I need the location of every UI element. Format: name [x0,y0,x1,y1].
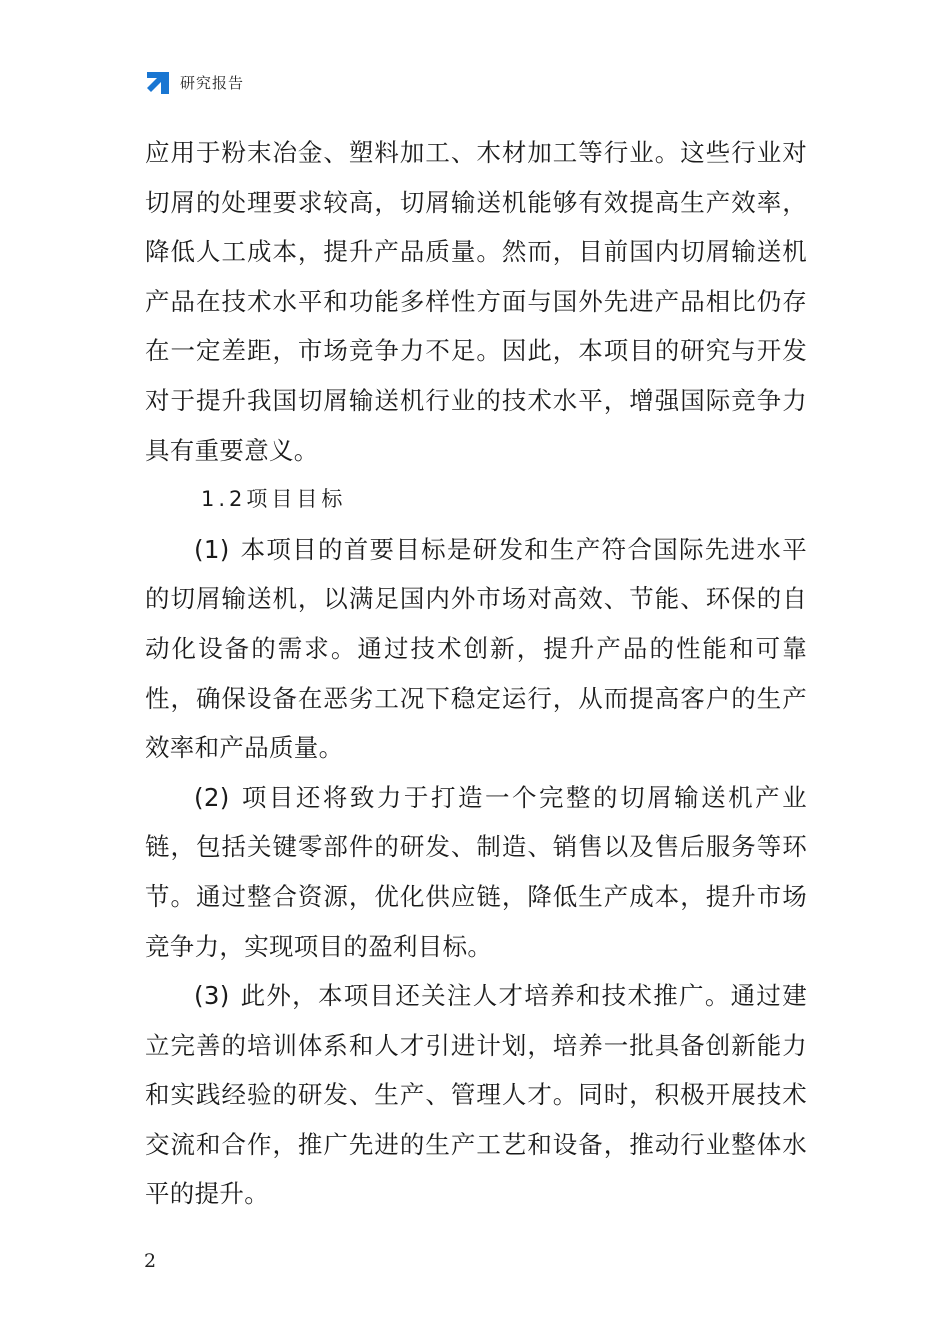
item-text: 本项目的首要目标是研发和生产符合国际先进水平的切屑输送机，以满足国内外市场对高效、节能、环保的自动化设备的需求。通过技术创新，提升产品的性能和可靠性，确保设备在恶劣工况下稳定运行，从而提高客户的生产效率和产品质量。 [145,534,807,763]
section-heading: 1.2项目目标 [201,487,347,512]
item-number: (2) [194,782,230,812]
page-number: 2 [144,1250,157,1272]
document-body [145,128,807,1219]
list-item [145,971,807,1219]
item-text: 项目还将致力于打造一个完整的切屑输送机产业链，包括关键零部件的研发、制造、销售以及售后服务等环节。通过整合资源，优化供应链，降低生产成本，提升市场竞争力，实现项目的盈利目标。 [145,782,807,961]
page-header [145,68,244,98]
intro-paragraph: 应用于粉末冶金、塑料加工、木材加工等行业。这些行业对切屑的处理要求较高，切屑输送机能够有效提高生产效率，降低人工成本，提升产品质量。然而，目前国内切屑输送机产品在技术水平和功能多样性方面与国外先进产品相比仍存在一定差距，市场竞争力不足。因此，本项目的研究与开发对于提升我国切屑输送机行业的技术水平，增强国际竞争力具有重要意义。 [145,138,807,465]
list-item [145,773,807,971]
item-text: 此外，本项目还关注人才培养和技术推广。通过建立完善的培训体系和人才引进计划，培养一批具备创新能力和实践经验的研发、生产、管理人才。同时，积极开展技术交流和合作，推广先进的生产工艺和设备，推动行业整体水平的提升。 [145,981,807,1209]
list-item [145,525,807,773]
header-title: 研究报告 [180,74,245,92]
item-number: (1) [194,534,230,564]
diagonal-arrow-logo-icon [145,70,171,96]
item-number: (3) [194,981,230,1011]
